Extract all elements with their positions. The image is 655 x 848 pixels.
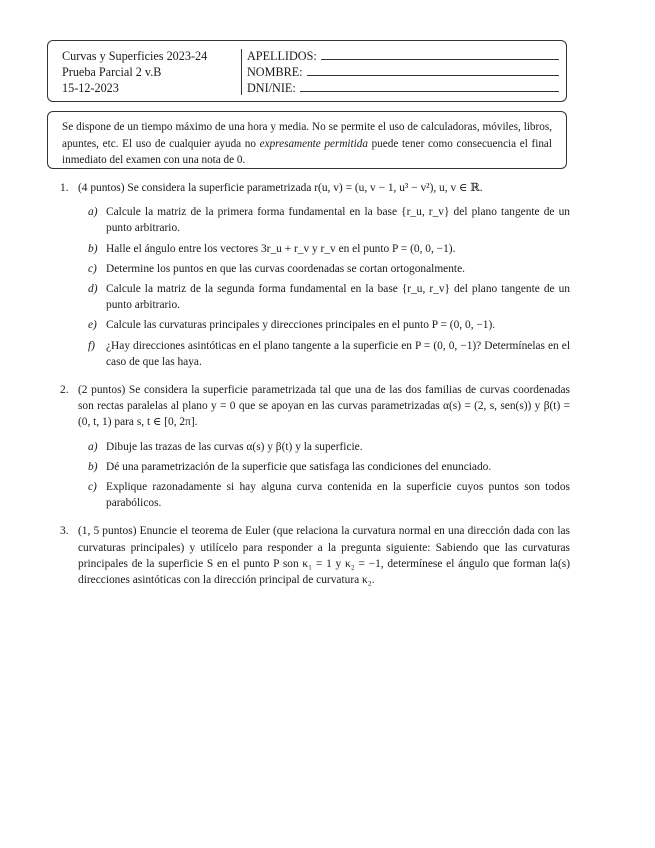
item-letter: a) — [88, 206, 98, 219]
item-letter: f) — [88, 339, 95, 352]
course-info — [62, 48, 207, 96]
item-letter: b) — [88, 242, 98, 255]
question-number: 2. — [60, 384, 69, 397]
item-text: Halle el ángulo entre los vectores 3r_u + r_v y r_v en el punto P = (0, 0, −1). — [106, 242, 456, 255]
question-1 — [60, 180, 570, 196]
notice-emphasis: expresamente permitida — [259, 137, 368, 150]
question-text: (2 puntos) Se considera la superficie parametrizada tal que una de las dos familias de curvas coordenadas son rectas paralelas al plano y = 0 que se apoyan en las curvas parametrizadas α(s) = (2, s, sen(s)) y β(t) = (0, t, 1) para s, t ∈ [0, 2π]. — [78, 384, 570, 429]
name-field[interactable] — [307, 64, 559, 76]
item-letter: e) — [88, 319, 97, 332]
question-1-item-a — [60, 204, 570, 236]
item-text: Calcule la matriz de la segunda forma fundamental en la base {r_u, r_v} del plano tangente de un punto arbitrario. — [106, 283, 570, 312]
questions — [60, 180, 570, 588]
header-box — [47, 40, 567, 102]
notice-part2: puede tener como consecuencia el final inmediato del examen con una nota de 0. — [62, 137, 553, 166]
surnames-label: APELLIDOS: — [247, 49, 317, 63]
surnames-field[interactable] — [321, 48, 559, 60]
name-label: NOMBRE: — [247, 65, 303, 79]
notice-box — [47, 111, 567, 169]
question-1-item-c — [60, 261, 570, 277]
id-label: DNI/NIE: — [247, 81, 296, 95]
question-3 — [60, 523, 570, 588]
question-text: (1, 5 puntos) Enuncie el teorema de Euler (que relaciona la curvatura normal en una dirección dada con las curvaturas principales) y utilícelo para responder a la pregunta siguiente: Sabiendo que las curvaturas principales de la superficie S en el punto P son κ₁ = 1 y κ₂ = −1, determínese el ángulo que forman la(s) direcciones asintóticas con la dirección principal de curvatura κ₂. — [78, 525, 570, 587]
id-field[interactable] — [300, 80, 559, 92]
exam-date: 15-12-2023 — [62, 81, 119, 95]
student-fields — [247, 48, 559, 96]
item-letter: d) — [88, 283, 98, 296]
question-1-item-b — [60, 241, 570, 257]
question-2-item-a — [60, 439, 570, 455]
name-row — [247, 64, 559, 80]
question-1-item-e — [60, 317, 570, 333]
item-text: Calcule la matriz de la primera forma fundamental en la base {r_u, r_v} del plano tangente de un punto arbitrario. — [106, 206, 570, 235]
notice-part1: Se dispone de un tiempo máximo de una hora y media. No se permite el uso de calculadoras, móviles, libros, apuntes, etc. El uso de cualquier ayuda no — [62, 121, 552, 150]
surnames-row — [247, 48, 559, 64]
item-letter: a) — [88, 440, 98, 453]
question-1-item-f — [60, 338, 570, 370]
course-title: Curvas y Superficies 2023-24 — [62, 49, 208, 63]
question-2-item-b — [60, 459, 570, 475]
header-divider — [241, 49, 242, 95]
exam-title: Prueba Parcial 2 v.B — [62, 65, 162, 79]
item-text: Calcule las curvaturas principales y direcciones principales en el punto P = (0, 0, −1). — [106, 319, 496, 332]
item-letter: c) — [88, 262, 97, 275]
question-text: (4 puntos) Se considera la superficie parametrizada r(u, v) = (u, v − 1, u³ − v²), u, v ∈ ℝ. — [78, 182, 483, 194]
question-number: 3. — [60, 525, 69, 538]
question-1-item-d — [60, 281, 570, 313]
item-text: Dibuje las trazas de las curvas α(s) y β(t) y la superficie. — [106, 440, 363, 453]
question-2 — [60, 382, 570, 431]
question-2-item-c — [60, 479, 570, 511]
item-letter: c) — [88, 481, 97, 494]
item-text: ¿Hay direcciones asintóticas en el plano tangente a la superficie en P = (0, 0, −1)? Determínelas en el caso de que las haya. — [106, 339, 570, 368]
item-text: Explique razonadamente si hay alguna curva contenida en la superficie cuyos puntos son todos parabólicos. — [106, 481, 570, 510]
question-number: 1. — [60, 182, 69, 194]
id-row — [247, 80, 559, 96]
item-letter: b) — [88, 460, 98, 473]
item-text: Dé una parametrización de la superficie que satisfaga las condiciones del enunciado. — [106, 460, 492, 473]
item-text: Determine los puntos en que las curvas coordenadas se cortan ortogonalmente. — [106, 262, 466, 275]
